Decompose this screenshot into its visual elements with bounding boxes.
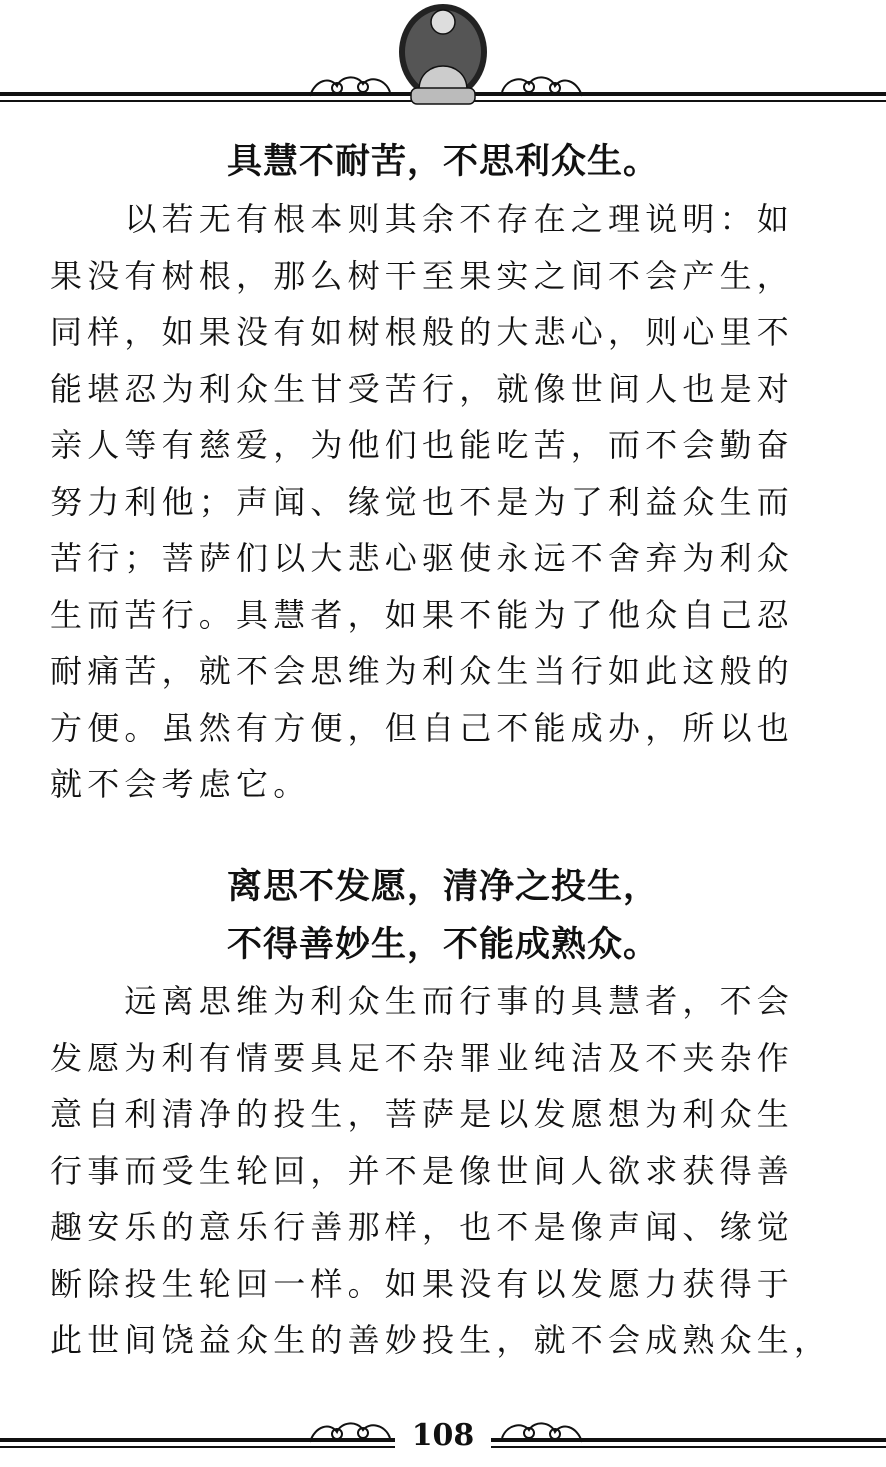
verse-heading-2-line-2: 不得善妙生，不能成熟众。: [226, 925, 659, 965]
text-line: 耐痛苦，就不会思维为利众生当行如此这般的: [50, 652, 795, 690]
text-line: 同样，如果没有如树根般的大悲心，则心里不: [50, 313, 795, 351]
cloud-ornament-right-icon: [497, 70, 587, 100]
verse-heading-2-line-1: 离思不发愿，清净之投生，: [226, 867, 659, 907]
text-line: 果没有树根，那么树干至果实之间不会产生，: [50, 256, 795, 295]
buddha-emblem-icon: [393, 0, 493, 110]
text-line: 苦行；菩萨们以大悲心驱使永远不舍弃为利众: [50, 539, 795, 577]
verse-heading-1: 具慧不耐苦，不思利众生。: [226, 142, 659, 182]
text-line: 能堪忍为利众生甘受苦行，就像世间人也是对: [50, 369, 795, 408]
commentary-paragraph-2: [50, 973, 840, 1369]
text-line: 以若无有根本则其余不存在之理说明：如: [50, 200, 795, 238]
text-line: 断除投生轮回一样。如果没有以发愿力获得于: [50, 1264, 795, 1303]
page-header-ornament: [0, 0, 886, 112]
text-line: 就不会考虑它。: [50, 765, 311, 803]
cloud-ornament-left-icon: [305, 70, 395, 100]
text-line: 生而苦行。具慧者，如果不能为了他众自己忍: [50, 595, 795, 634]
text-line: 意自利清净的投生，菩萨是以发愿想为利众生: [50, 1095, 795, 1133]
page-number: 108: [411, 1418, 475, 1453]
text-line: 努力利他；声闻、缘觉也不是为了利益众生而: [50, 482, 795, 521]
text-line: 远离思维为利众生而行事的具慧者，不会: [50, 982, 795, 1020]
commentary-paragraph-1: [50, 191, 840, 813]
text-line: 方便。虽然有方便，但自己不能成办，所以也: [50, 708, 795, 747]
text-line: 亲人等有慈爱，为他们也能吃苦，而不会勤奋: [50, 426, 795, 464]
text-line: 趣安乐的意乐行善那样，也不是像声闻、缘觉: [50, 1208, 795, 1246]
text-line: 发愿为利有情要具足不杂罪业纯洁及不夹杂作: [50, 1038, 795, 1077]
text-line: 行事而受生轮回，并不是像世间人欲求获得善: [50, 1151, 795, 1190]
text-line: 此世间饶益众生的善妙投生，就不会成熟众生，: [50, 1321, 832, 1359]
